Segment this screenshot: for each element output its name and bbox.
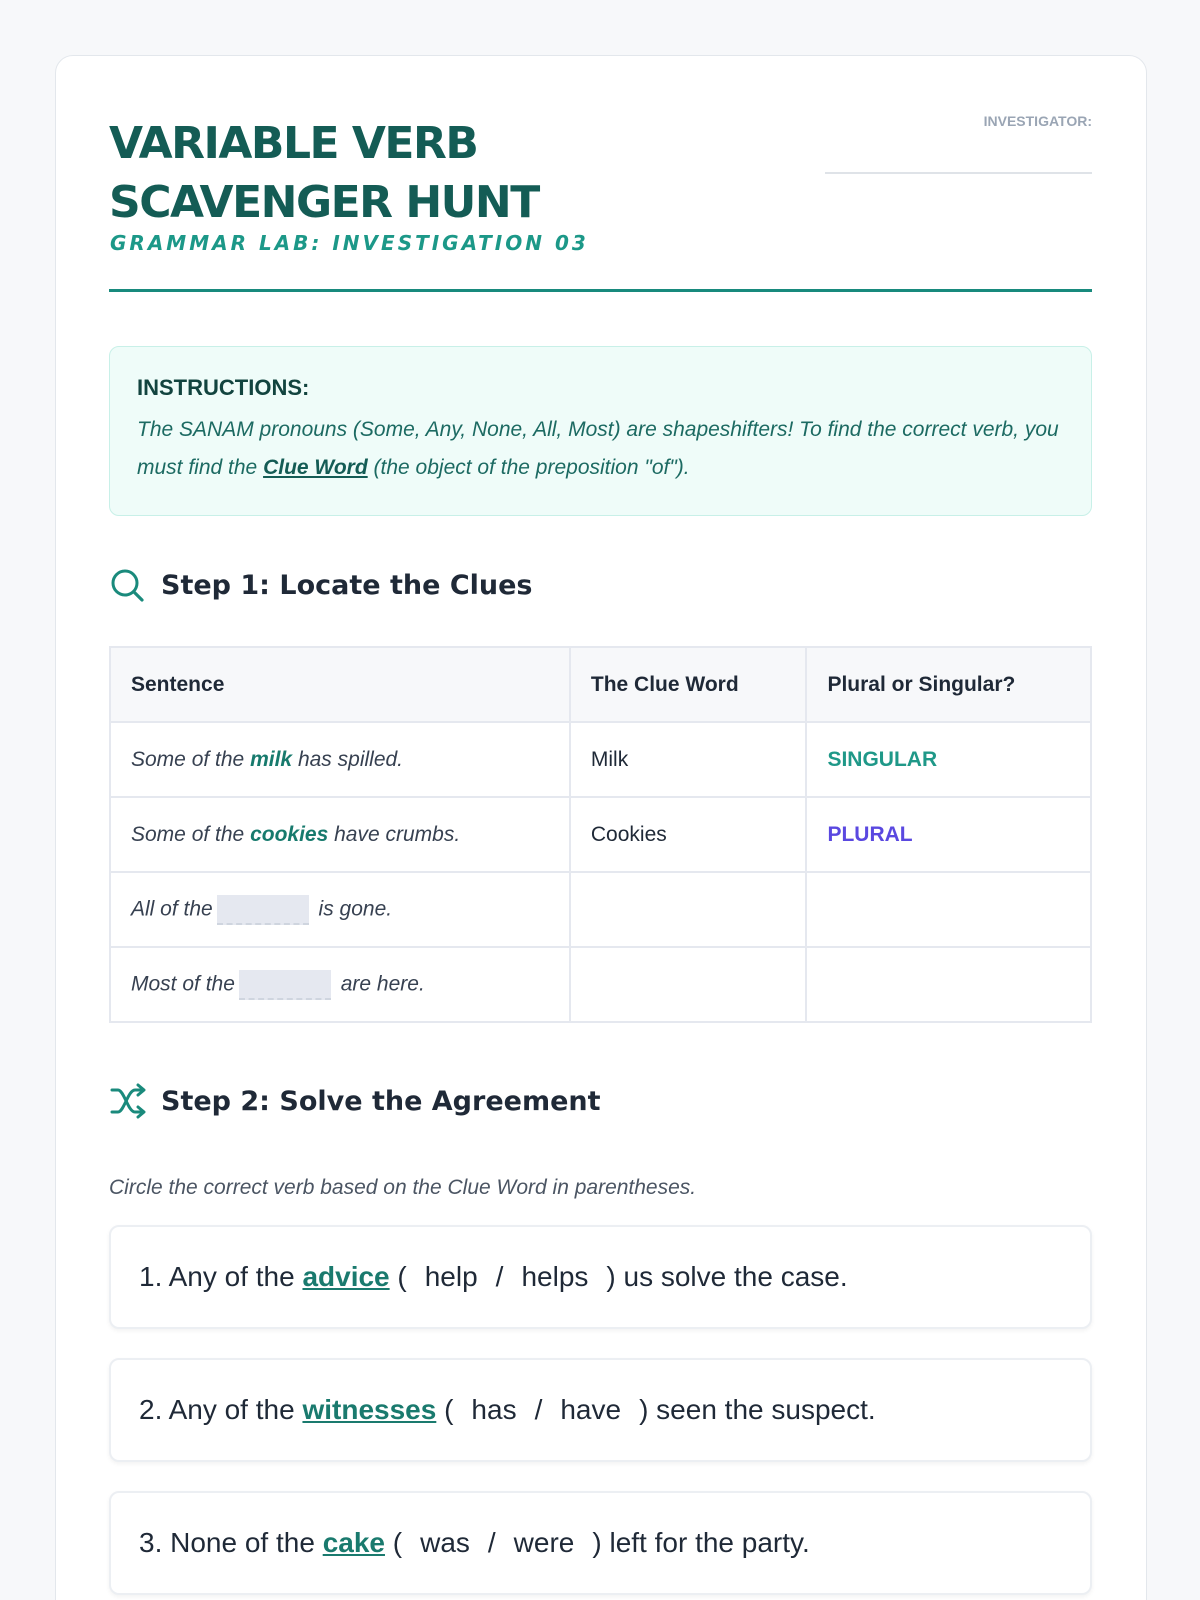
sentence-cell (110, 797, 570, 872)
verb-choice-b[interactable]: helps (521, 1261, 589, 1292)
question-clue-noun: cake (322, 1527, 385, 1558)
sentence-start: All of the (131, 897, 213, 921)
verb-choice-a[interactable]: has (471, 1394, 517, 1425)
open-paren: ( (436, 1394, 454, 1425)
table-row (110, 722, 1091, 797)
sentence-end: have crumbs. (328, 822, 461, 846)
clue-word-cell[interactable] (570, 872, 807, 947)
table-row (110, 947, 1091, 1022)
title-line-2: SCAVENGER HUNT (109, 177, 539, 228)
instructions-text (137, 411, 1064, 487)
table-header-row (110, 647, 1091, 722)
title-line-1: VARIABLE VERB (109, 118, 478, 169)
question-prefix: 2. Any of the (139, 1394, 303, 1425)
clues-table (109, 646, 1092, 1023)
instructions-heading: INSTRUCTIONS: (137, 375, 310, 400)
clue-word-cell[interactable] (570, 947, 807, 1022)
column-header-sentence: Sentence (110, 647, 570, 722)
verb-choice-a[interactable]: was (420, 1527, 470, 1558)
step1-title: Step 1: Locate the Clues (161, 569, 533, 601)
sentence-start: Some of the (131, 747, 251, 771)
question-clue-noun: witnesses (302, 1394, 437, 1425)
investigator-name-field[interactable] (825, 172, 1092, 174)
page-title (109, 114, 629, 232)
page-subtitle: GRAMMAR LAB: INVESTIGATION 03 (110, 231, 589, 255)
sentence-end: has spilled. (292, 747, 404, 771)
number-cell[interactable] (806, 947, 1091, 1022)
verb-choice-b[interactable]: were (513, 1527, 575, 1558)
choice-separator: / (495, 1261, 504, 1292)
question-card (109, 1358, 1092, 1462)
table-row (110, 872, 1091, 947)
column-header-number: Plural or Singular? (806, 647, 1091, 722)
search-icon (109, 566, 147, 604)
clue-word-term: Clue Word (263, 456, 368, 479)
step1-heading (109, 566, 533, 604)
sentence-cell (110, 722, 570, 797)
sentence-cell (110, 872, 570, 947)
shuffle-icon (109, 1082, 147, 1120)
fill-in-blank[interactable] (239, 970, 331, 1000)
instructions-text-after: (the object of the preposition "of"). (367, 456, 690, 479)
instructions-text-before: The SANAM pronouns (Some, Any, None, All, Most) are shapeshifters! To find the correct verb, you must find the (137, 418, 1059, 479)
sentence-keyword: milk (250, 747, 293, 771)
sentence-cell (110, 947, 570, 1022)
question-card (109, 1225, 1092, 1329)
sentence-keyword: cookies (250, 822, 329, 846)
investigator-label: INVESTIGATOR: (983, 113, 1092, 129)
open-paren: ( (384, 1527, 403, 1558)
number-cell[interactable]: PLURAL (806, 797, 1091, 872)
question-card (109, 1491, 1092, 1595)
column-header-clue-word: The Clue Word (570, 647, 807, 722)
worksheet-card (55, 55, 1147, 1600)
number-cell[interactable] (806, 872, 1091, 947)
question-suffix: ) seen the suspect. (639, 1394, 876, 1425)
number-cell[interactable]: SINGULAR (806, 722, 1091, 797)
step2-heading (109, 1082, 601, 1120)
sentence-end: are here. (334, 972, 425, 996)
verb-choice-a[interactable]: help (424, 1261, 478, 1292)
sentence-start: Most of the (131, 972, 235, 996)
question-suffix: ) left for the party. (592, 1527, 810, 1558)
instructions-box (109, 346, 1092, 516)
question-suffix: ) us solve the case. (606, 1261, 848, 1292)
fill-in-blank[interactable] (217, 895, 309, 925)
question-prefix: 3. None of the (139, 1527, 323, 1558)
sentence-end: is gone. (312, 897, 393, 921)
step2-instruction: Circle the correct verb based on the Clue Word in parentheses. (109, 1176, 697, 1199)
question-prefix: 1. Any of the (139, 1261, 303, 1292)
verb-choice-b[interactable]: have (560, 1394, 622, 1425)
step2-title: Step 2: Solve the Agreement (161, 1085, 601, 1117)
header-divider (109, 289, 1092, 292)
clue-word-cell[interactable]: Milk (570, 722, 807, 797)
choice-separator: / (487, 1527, 496, 1558)
choice-separator: / (534, 1394, 543, 1425)
question-clue-noun: advice (302, 1261, 390, 1292)
open-paren: ( (389, 1261, 407, 1292)
sentence-start: Some of the (131, 822, 251, 846)
table-row (110, 797, 1091, 872)
clue-word-cell[interactable]: Cookies (570, 797, 807, 872)
